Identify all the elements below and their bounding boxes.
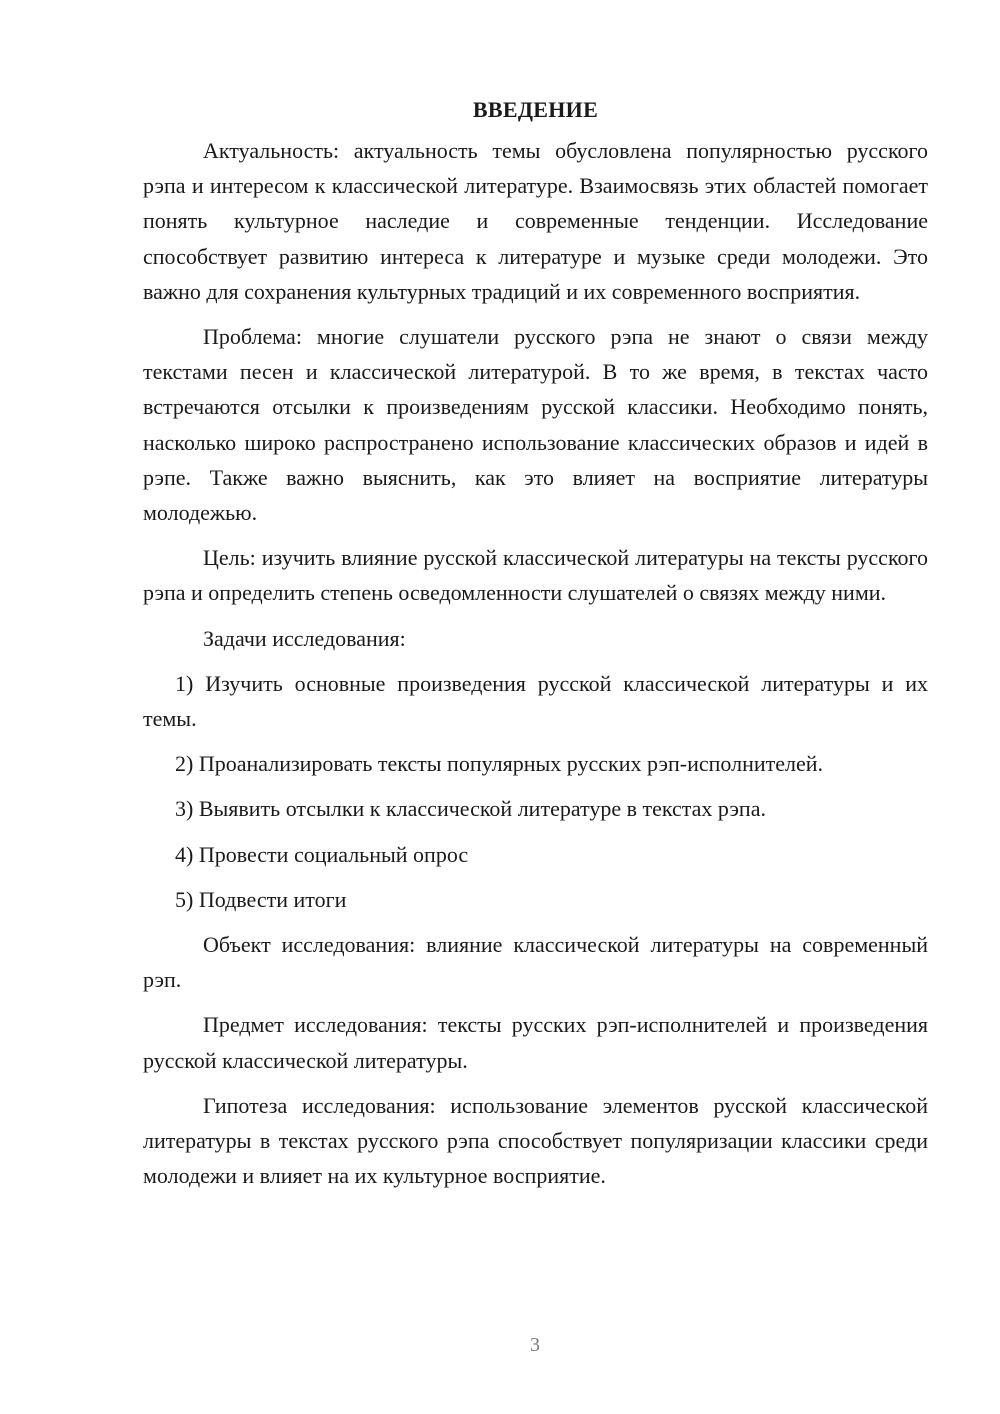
task-item: 2) Проанализировать тексты популярных русских рэп-исполнителей. — [175, 751, 824, 777]
task-item: 1) Изучить основные произведения русской классической литературы и их темы. — [143, 670, 928, 732]
goal-paragraph: Цель: изучить влияние русской классической литературы на тексты русского рэпа и определить степень осведомленности слушателей о связях между ними. — [143, 545, 928, 606]
page-number: 3 — [530, 1334, 540, 1356]
document-page — [143, 92, 928, 1193]
task-item: 4) Провести социальный опрос — [175, 841, 469, 867]
task-item: 5) Подвести итоги — [175, 886, 347, 912]
hypothesis-paragraph: Гипотеза исследования: использование элементов русской классической литературы в текстах русского рэпа способствует популяризации классики среди молодежи и влияет на их культурное восприятие. — [143, 1092, 928, 1189]
relevance-paragraph: Актуальность: актуальность темы обусловлена популярностью русского рэпа и интересом к классической литературе. Взаимосвязь этих областей помогает понять культурное наследие и современные тенденции. Исследование способствует развитию интереса к литературе и музыке среди молодежи. Это важно для сохранения культурных традиций и их современного восприятия. — [143, 138, 928, 304]
object-paragraph: Объект исследования: влияние классической литературы на современный рэп. — [143, 932, 928, 993]
subject-paragraph: Предмет исследования: тексты русских рэп-исполнителей и произведения русской классической литературы. — [143, 1012, 928, 1073]
page-title: ВВЕДЕНИЕ — [472, 97, 599, 122]
tasks-heading: Задачи исследования: — [203, 625, 406, 651]
task-item: 3) Выявить отсылки к классической литературе в текстах рэпа. — [175, 796, 766, 822]
tasks-list — [143, 666, 928, 917]
problem-paragraph: Проблема: многие слушатели русского рэпа не знают о связи между текстами песен и классической литературой. В то же время, в текстах часто встречаются отсылки к произведениям русской классики. Необходимо понять, насколько широко распространено использование классических образов и идей в рэпе. Также важно выяснить, как это влияет на восприятие литературы молодежью. — [143, 324, 928, 526]
